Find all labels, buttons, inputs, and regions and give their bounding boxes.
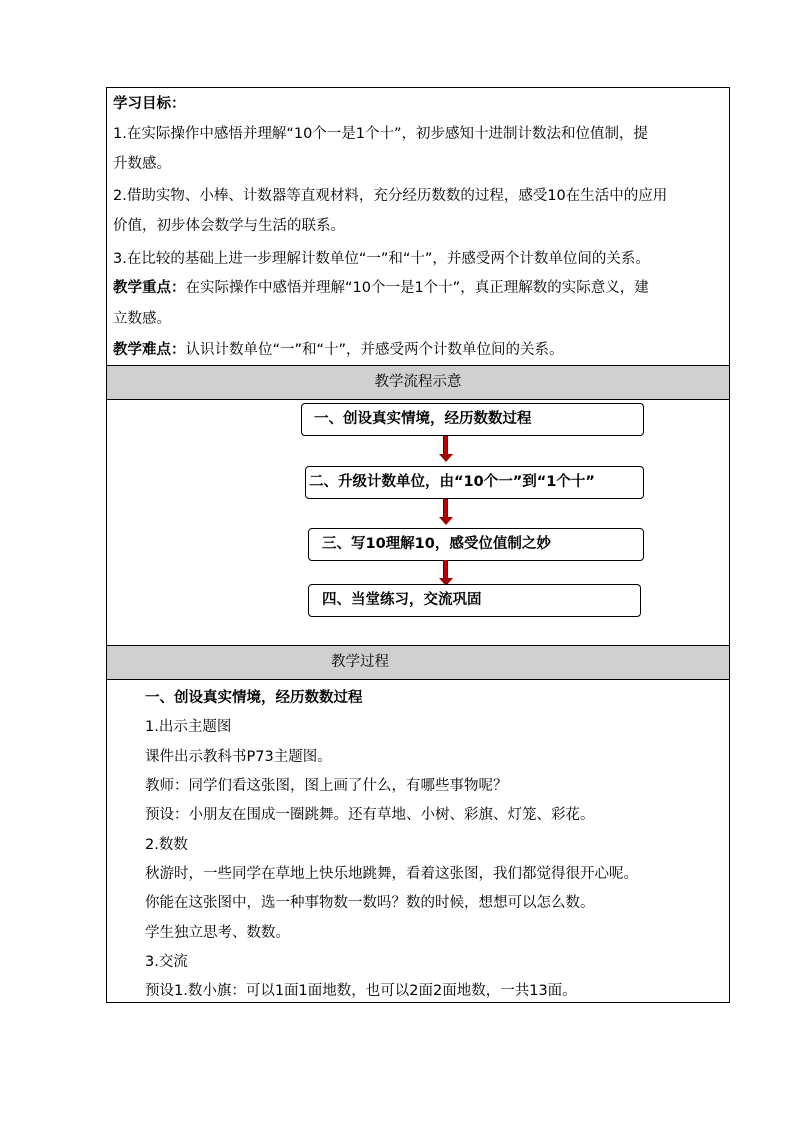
process-line: 预设1.数小旗：可以1面1面地数，也可以2面2面地数，一共13面。 — [145, 983, 577, 999]
learning-objectives-section — [107, 88, 729, 366]
goal-3: 3.在比较的基础上进一步理解计数单位“一”和“十”，并感受两个计数单位间的关系。 — [113, 251, 650, 267]
process-step-1-title: 一、创设真实情境，经历数数过程 — [145, 690, 363, 706]
teaching-focus-label: 教学重点： — [113, 280, 186, 296]
process-line: 3.交流 — [145, 954, 188, 970]
objectives-heading: 学习目标： — [113, 96, 186, 112]
process-header-label: 教学过程 — [331, 654, 389, 670]
down-arrow-icon — [439, 560, 453, 586]
goal-2-line-1: 2.借助实物、小棒、计数器等直观材料，充分经历数数的过程，感受10在生活中的应用 — [113, 188, 668, 204]
teaching-focus-line-2: 立数感。 — [113, 311, 171, 327]
teaching-difficulty-text: 认识计数单位“一”和“十”，并感受两个计数单位间的关系。 — [185, 342, 564, 358]
lesson-plan-table — [106, 87, 730, 1003]
teaching-difficulty-label: 教学难点： — [113, 342, 186, 358]
flow-header: 教学流程示意 — [107, 365, 729, 400]
goal-1-line-2: 升数感。 — [113, 156, 171, 172]
process-header — [107, 645, 729, 680]
process-line: 2.数数 — [145, 837, 188, 853]
process-line: 你能在这张图中，选一种事物数一数吗？数的时候，想想可以怎么数。 — [145, 895, 595, 911]
down-arrow-icon — [439, 436, 453, 462]
process-line: 教师：同学们看这张图，图上画了什么，有哪些事物呢？ — [145, 778, 508, 794]
goal-1-line-1: 1.在实际操作中感悟并理解“10个一是1个十”，初步感知十进制计数法和位值制，提 — [113, 126, 649, 142]
teaching-difficulty — [113, 340, 564, 360]
flow-step-3: 三、写10理解10，感受位值制之妙 — [308, 528, 644, 561]
process-line: 预设：小朋友在围成一圈跳舞。还有草地、小树、彩旗、灯笼、彩花。 — [145, 807, 595, 823]
process-line: 课件出示教科书P73主题图。 — [145, 749, 332, 765]
goal-2-line-2: 价值，初步体会数学与生活的联系。 — [113, 218, 345, 234]
process-line: 学生独立思考、数数。 — [145, 925, 290, 941]
process-line: 1.出示主题图 — [145, 719, 232, 735]
process-section — [107, 680, 729, 1002]
flow-step-1: 一、创设真实情境，经历数数过程 — [301, 403, 644, 436]
flow-step-4: 四、当堂练习，交流巩固 — [308, 584, 641, 617]
flow-step-2: 二、升级计数单位，由“10个一”到“1个十” — [305, 466, 644, 499]
flow-diagram — [107, 400, 729, 645]
teaching-focus — [113, 278, 649, 298]
process-line: 秋游时，一些同学在草地上快乐地跳舞，看着这张图，我们都觉得很开心呢。 — [145, 866, 638, 882]
down-arrow-icon — [439, 499, 453, 525]
teaching-focus-text: 在实际操作中感悟并理解“10个一是1个十”，真正理解数的实际意义，建 — [185, 280, 649, 296]
